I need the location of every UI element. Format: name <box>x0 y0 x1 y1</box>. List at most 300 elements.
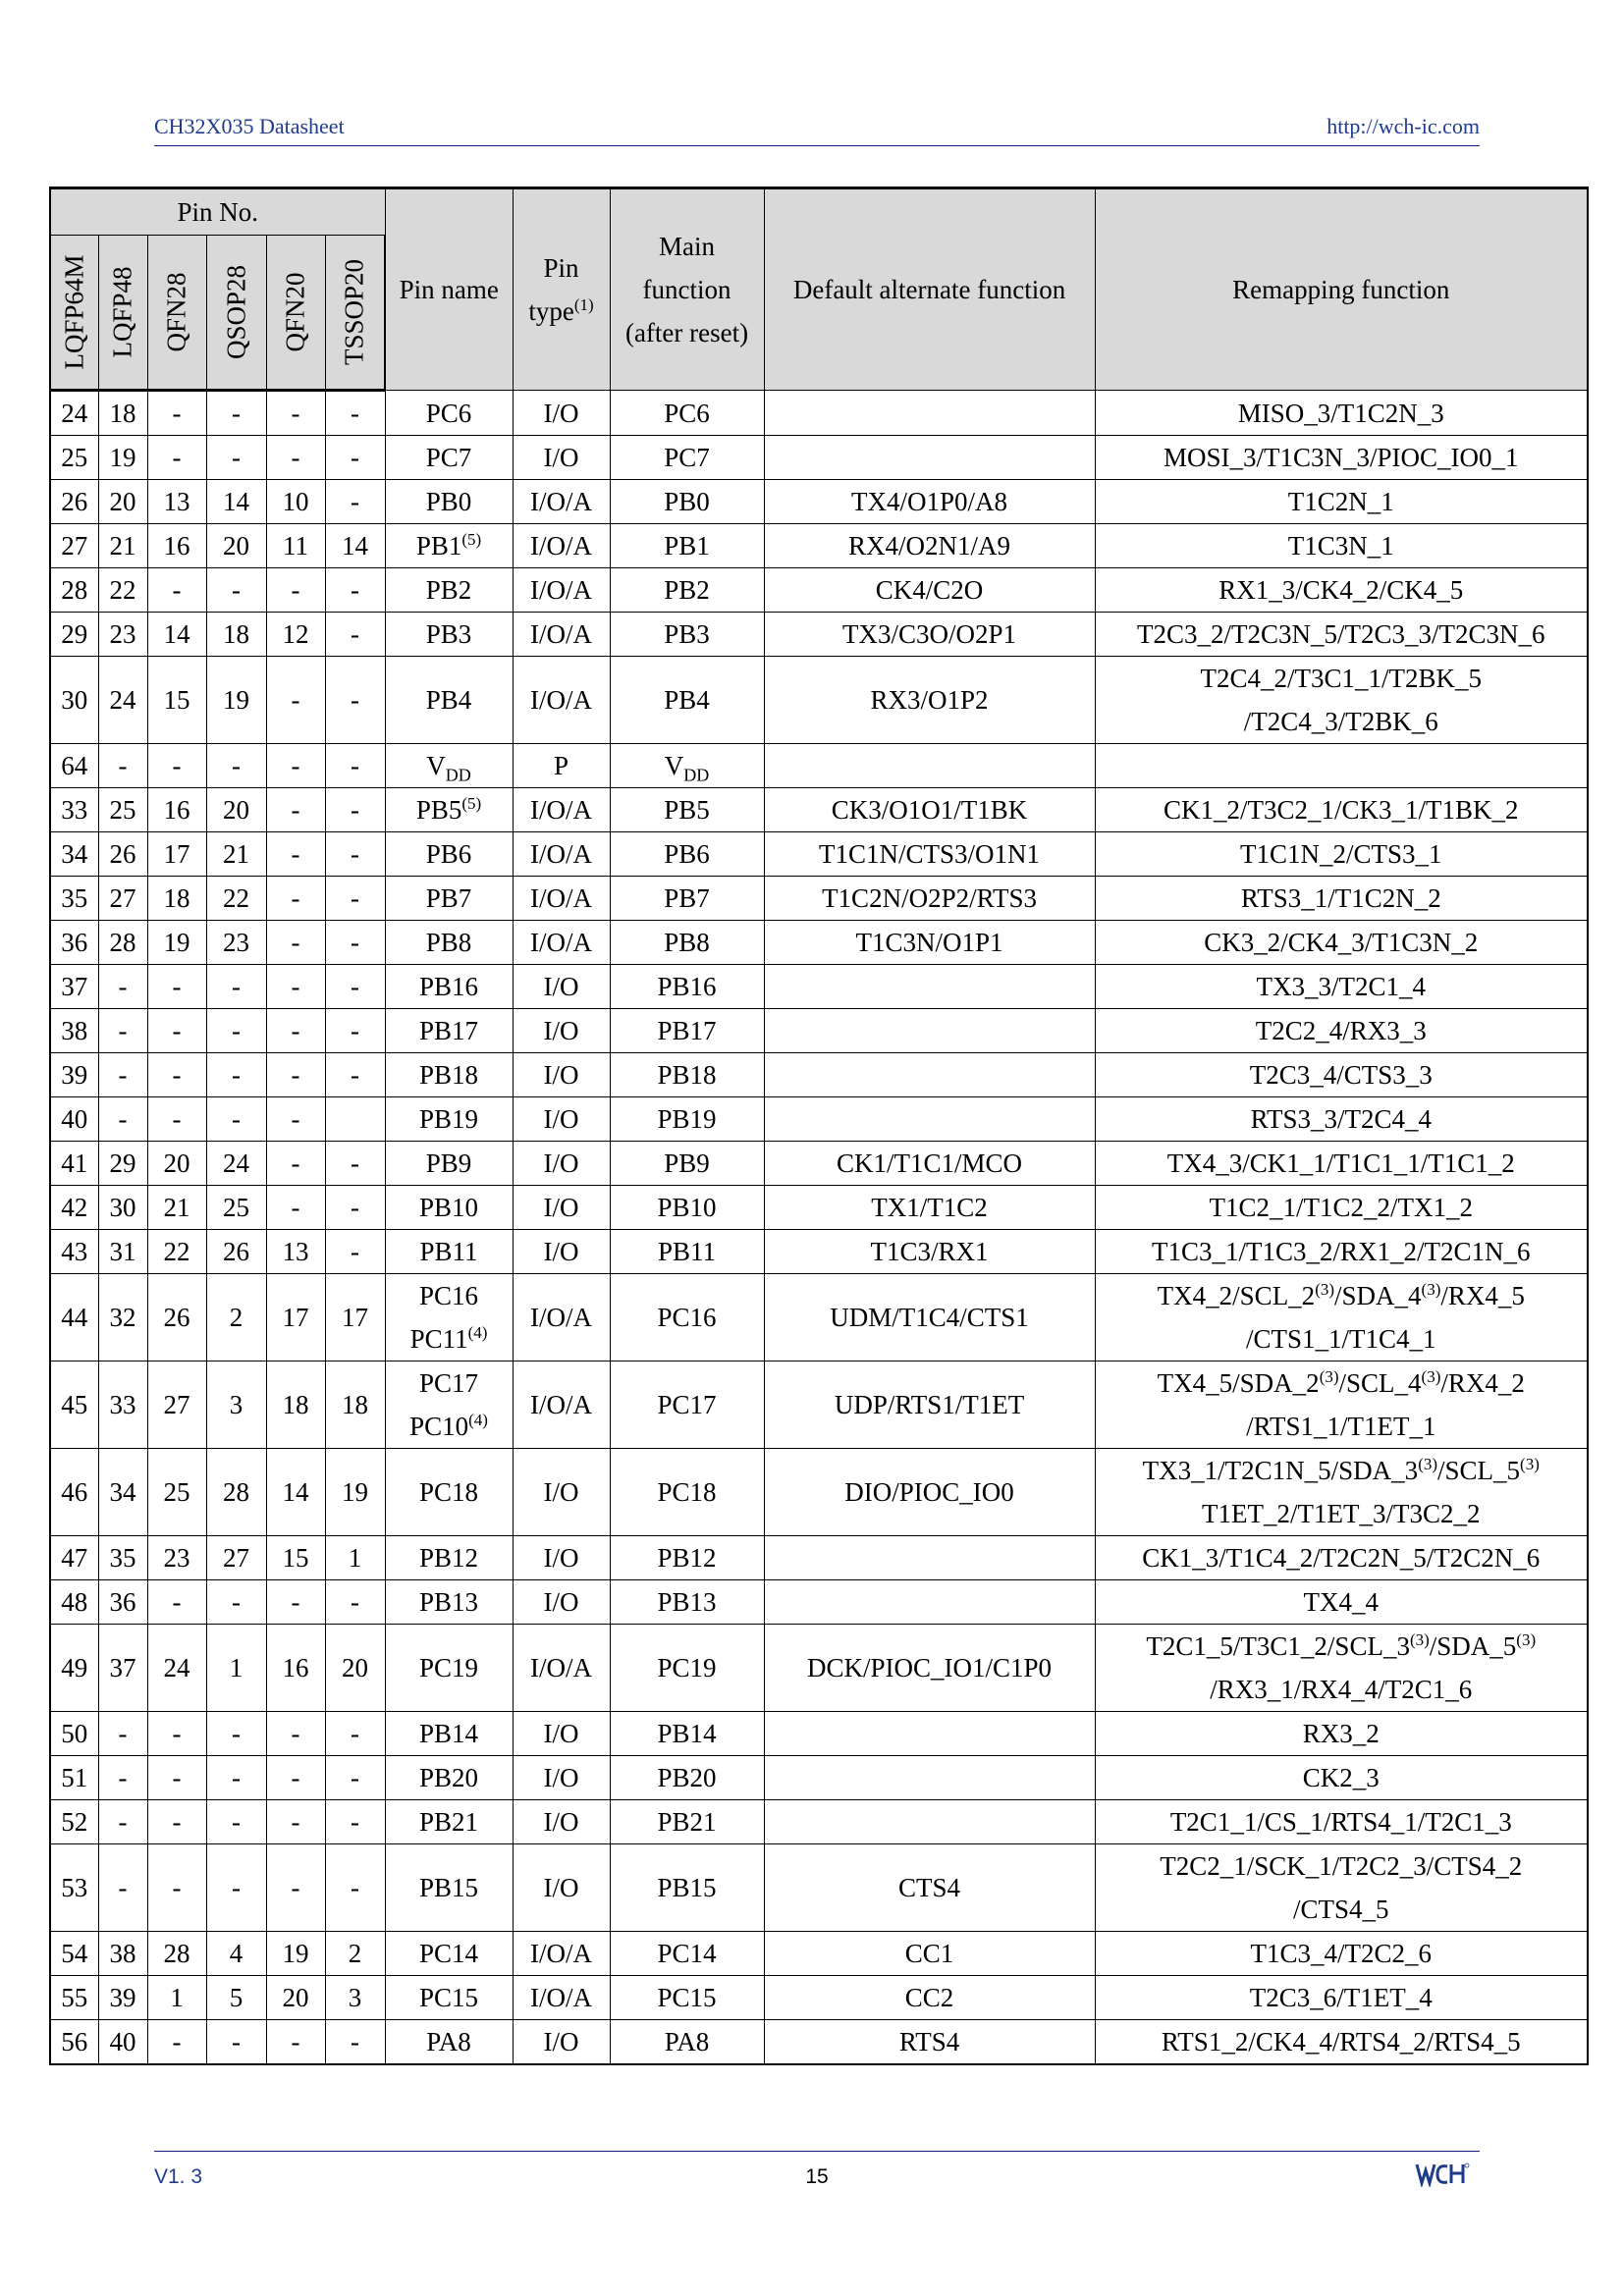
pin-type-cell: I/O <box>513 1536 610 1580</box>
pin-number-qsop28: - <box>206 744 266 788</box>
remapping-function-cell: T1C3_1/T1C3_2/RX1_2/T2C1N_6 <box>1095 1230 1588 1274</box>
pin-number-lqfp64m: 54 <box>50 1932 98 1976</box>
main-function-cell: PB18 <box>610 1053 764 1097</box>
pin-name-header: Pin name <box>385 188 513 391</box>
remapping-function-cell: TX3_1/T2C1N_5/SDA_3$^{(3)}$/SCL_5$^{(3)}$ T1ET_2/T1ET_3/T3C2_2 <box>1095 1449 1588 1536</box>
pin-number-qfn28: 24 <box>147 1625 206 1712</box>
pin-number-lqfp64m: 64 <box>50 744 98 788</box>
pin-number-qsop28: - <box>206 391 266 436</box>
pin-number-lqfp64m: 47 <box>50 1536 98 1580</box>
pin-number-lqfp48: 33 <box>98 1362 147 1449</box>
main-function-cell: PC14 <box>610 1932 764 1976</box>
pin-number-qfn28: - <box>147 1053 206 1097</box>
document-version: V1. 3 <box>154 2165 203 2188</box>
default-alternate-function-cell: TX3/C3O/O2P1 <box>764 613 1095 657</box>
pin-number-qsop28: 21 <box>206 832 266 877</box>
pin-type-cell: I/O/A <box>513 524 610 568</box>
pin-type-cell: I/O <box>513 1800 610 1844</box>
pin-number-lqfp48: - <box>98 1053 147 1097</box>
pin-number-lqfp64m: 24 <box>50 391 98 436</box>
pin-number-lqfp64m: 37 <box>50 965 98 1009</box>
remapping-function-cell: TX4_4 <box>1095 1580 1588 1625</box>
pin-type-cell: I/O <box>513 1756 610 1800</box>
pin-number-qfn28: 28 <box>147 1932 206 1976</box>
remapping-function-cell <box>1095 744 1588 788</box>
pin-number-qsop28: 27 <box>206 1536 266 1580</box>
package-header-lqfp64m: LQFP64M <box>50 236 98 391</box>
pin-number-qsop28: 20 <box>206 788 266 832</box>
pin-number-lqfp48: - <box>98 744 147 788</box>
remapping-function-cell: MISO_3/T1C2N_3 <box>1095 391 1588 436</box>
website-link[interactable]: http://wch-ic.com <box>1326 114 1480 138</box>
remapping-function-cell: TX4_5/SDA_2$^{(3)}$/SCL_4$^{(3)}$/RX4_2 /RTS1_1/T1ET_1 <box>1095 1362 1588 1449</box>
main-function-cell: PC7 <box>610 436 764 480</box>
pin-number-qfn28: 1 <box>147 1976 206 2020</box>
pin-type-cell: I/O/A <box>513 657 610 744</box>
table-row <box>50 568 1588 613</box>
pin-number-qfn20: - <box>266 1009 325 1053</box>
pin-number-lqfp48: 34 <box>98 1449 147 1536</box>
pin-type-header: Pin type$^{(1)}$ <box>513 188 610 391</box>
pin-number-qsop28: 24 <box>206 1142 266 1186</box>
remapping-function-cell: CK2_3 <box>1095 1756 1588 1800</box>
pin-number-tssop20: - <box>325 1142 385 1186</box>
pin-number-tssop20: - <box>325 436 385 480</box>
main-function-cell: PB9 <box>610 1142 764 1186</box>
pin-type-cell: I/O <box>513 2020 610 2065</box>
pin-number-tssop20: - <box>325 2020 385 2065</box>
pin-number-lqfp48: 23 <box>98 613 147 657</box>
pin-number-tssop20: - <box>325 1756 385 1800</box>
pin-number-qfn20: - <box>266 1097 325 1142</box>
pin-number-tssop20: - <box>325 480 385 524</box>
pin-name-cell: PB19 <box>385 1097 513 1142</box>
pin-type-cell: I/O <box>513 1053 610 1097</box>
pin-number-lqfp48: 32 <box>98 1274 147 1362</box>
default-alternate-function-cell <box>764 744 1095 788</box>
pin-number-tssop20: - <box>325 1186 385 1230</box>
table-row <box>50 1053 1588 1097</box>
main-function-cell: PB19 <box>610 1097 764 1142</box>
default-alternate-function-cell: RX4/O2N1/A9 <box>764 524 1095 568</box>
pin-number-tssop20: - <box>325 657 385 744</box>
pin-number-lqfp48: - <box>98 1756 147 1800</box>
default-alternate-function-cell: CK1/T1C1/MCO <box>764 1142 1095 1186</box>
pin-number-qsop28: - <box>206 1712 266 1756</box>
pin-name-cell: PB1$^{(5)}$ <box>385 524 513 568</box>
pin-number-qsop28: - <box>206 568 266 613</box>
remapping-function-cell: TX4_2/SCL_2$^{(3)}$/SDA_4$^{(3)}$/RX4_5 /CTS1_1/T1C4_1 <box>1095 1274 1588 1362</box>
pin-type-cell: I/O/A <box>513 832 610 877</box>
pin-number-lqfp48: 35 <box>98 1536 147 1580</box>
package-header-qfn28: QFN28 <box>147 236 206 391</box>
pin-number-lqfp48: - <box>98 965 147 1009</box>
pin-name-cell: PB3 <box>385 613 513 657</box>
main-function-cell: PC19 <box>610 1625 764 1712</box>
pin-number-qsop28: 23 <box>206 921 266 965</box>
pin-name-cell: PC7 <box>385 436 513 480</box>
pin-number-qsop28: 14 <box>206 480 266 524</box>
pin-number-tssop20: - <box>325 568 385 613</box>
pin-number-qsop28: 3 <box>206 1362 266 1449</box>
pin-number-qsop28: - <box>206 1844 266 1932</box>
default-alternate-function-cell: T1C2N/O2P2/RTS3 <box>764 877 1095 921</box>
pin-number-lqfp64m: 45 <box>50 1362 98 1449</box>
pin-number-lqfp48: 30 <box>98 1186 147 1230</box>
pin-number-qsop28: - <box>206 1097 266 1142</box>
pin-number-lqfp64m: 27 <box>50 524 98 568</box>
remapping-function-cell: T1C1N_2/CTS3_1 <box>1095 832 1588 877</box>
main-function-cell: PB7 <box>610 877 764 921</box>
pin-number-qfn28: 21 <box>147 1186 206 1230</box>
main-function-cell: PB21 <box>610 1800 764 1844</box>
pin-number-tssop20: - <box>325 877 385 921</box>
pin-number-qfn20: - <box>266 657 325 744</box>
pin-number-qfn28: - <box>147 1009 206 1053</box>
pin-type-cell: I/O <box>513 391 610 436</box>
remapping-function-cell: T2C2_4/RX3_3 <box>1095 1009 1588 1053</box>
main-function-header: Main function (after reset) <box>610 188 764 391</box>
default-alternate-function-cell: TX4/O1P0/A8 <box>764 480 1095 524</box>
pin-number-tssop20: 18 <box>325 1362 385 1449</box>
pin-number-tssop20: - <box>325 613 385 657</box>
remapping-function-cell: CK1_2/T3C2_1/CK3_1/T1BK_2 <box>1095 788 1588 832</box>
remapping-function-cell: T1C2N_1 <box>1095 480 1588 524</box>
pin-name-cell: PB0 <box>385 480 513 524</box>
pin-name-cell: PB21 <box>385 1800 513 1844</box>
main-function-cell: PB10 <box>610 1186 764 1230</box>
table-row <box>50 1449 1588 1536</box>
pin-name-cell: PB7 <box>385 877 513 921</box>
pin-name-cell: PB4 <box>385 657 513 744</box>
default-alternate-function-cell: DCK/PIOC_IO1/C1P0 <box>764 1625 1095 1712</box>
pin-no-group-header: Pin No. <box>50 188 385 236</box>
pin-number-qsop28: - <box>206 1580 266 1625</box>
pin-name-cell: $V_{DD}$ <box>385 744 513 788</box>
pin-number-qfn28: 16 <box>147 524 206 568</box>
pin-number-qfn28: - <box>147 2020 206 2065</box>
pin-type-cell: I/O <box>513 1230 610 1274</box>
pin-number-qfn28: - <box>147 1580 206 1625</box>
pin-number-qfn28: - <box>147 1712 206 1756</box>
default-alternate-function-cell: CK3/O1O1/T1BK <box>764 788 1095 832</box>
pin-number-lqfp48: 26 <box>98 832 147 877</box>
pin-number-tssop20: 20 <box>325 1625 385 1712</box>
remapping-function-cell: CK1_3/T1C4_2/T2C2N_5/T2C2N_6 <box>1095 1536 1588 1580</box>
pin-number-tssop20: 2 <box>325 1932 385 1976</box>
pin-number-qsop28: 19 <box>206 657 266 744</box>
remapping-function-cell: T1C3_4/T2C2_6 <box>1095 1932 1588 1976</box>
default-alternate-function-cell: T1C1N/CTS3/O1N1 <box>764 832 1095 877</box>
remapping-function-cell: RTS3_1/T1C2N_2 <box>1095 877 1588 921</box>
pin-type-cell: I/O <box>513 1580 610 1625</box>
pin-name-cell: PB14 <box>385 1712 513 1756</box>
pin-number-lqfp64m: 33 <box>50 788 98 832</box>
default-alternate-function-header: Default alternate function <box>764 188 1095 391</box>
default-alternate-function-cell: UDP/RTS1/T1ET <box>764 1362 1095 1449</box>
pin-type-cell: I/O/A <box>513 1274 610 1362</box>
table-row <box>50 788 1588 832</box>
pin-number-qfn28: 25 <box>147 1449 206 1536</box>
pin-number-tssop20: 1 <box>325 1536 385 1580</box>
pin-number-lqfp48: 29 <box>98 1142 147 1186</box>
pin-type-cell: I/O/A <box>513 613 610 657</box>
pin-name-cell: PB6 <box>385 832 513 877</box>
default-alternate-function-cell <box>764 1053 1095 1097</box>
remapping-function-cell: CK3_2/CK4_3/T1C3N_2 <box>1095 921 1588 965</box>
pin-name-cell: PC16 PC11$^{(4)}$ <box>385 1274 513 1362</box>
pin-type-cell: I/O/A <box>513 921 610 965</box>
pin-type-cell: I/O <box>513 1186 610 1230</box>
pin-number-qfn20: - <box>266 436 325 480</box>
table-row <box>50 1580 1588 1625</box>
pin-number-lqfp64m: 42 <box>50 1186 98 1230</box>
main-function-cell: PC6 <box>610 391 764 436</box>
pin-number-lqfp64m: 34 <box>50 832 98 877</box>
table-row <box>50 1625 1588 1712</box>
pin-number-qsop28: 26 <box>206 1230 266 1274</box>
main-function-cell: PB1 <box>610 524 764 568</box>
pin-name-cell: PB16 <box>385 965 513 1009</box>
default-alternate-function-cell: T1C3/RX1 <box>764 1230 1095 1274</box>
pin-name-cell: PB2 <box>385 568 513 613</box>
pin-number-tssop20 <box>325 1097 385 1142</box>
page-footer <box>154 2151 1480 2191</box>
pin-number-qfn28: - <box>147 965 206 1009</box>
remapping-function-cell: RX3_2 <box>1095 1712 1588 1756</box>
pin-number-qfn28: 20 <box>147 1142 206 1186</box>
main-function-cell: PB11 <box>610 1230 764 1274</box>
remapping-function-cell: MOSI_3/T1C3N_3/PIOC_IO0_1 <box>1095 436 1588 480</box>
pin-number-lqfp48: 18 <box>98 391 147 436</box>
main-function-cell: PB5 <box>610 788 764 832</box>
default-alternate-function-cell <box>764 965 1095 1009</box>
pin-type-cell: I/O/A <box>513 1625 610 1712</box>
pin-number-qfn28: 13 <box>147 480 206 524</box>
remapping-function-cell: RTS1_2/CK4_4/RTS4_2/RTS4_5 <box>1095 2020 1588 2065</box>
remapping-function-cell: T2C3_4/CTS3_3 <box>1095 1053 1588 1097</box>
pin-number-qfn20: - <box>266 1712 325 1756</box>
pin-name-cell: PB9 <box>385 1142 513 1186</box>
pin-number-tssop20: - <box>325 1230 385 1274</box>
pin-number-lqfp48: 38 <box>98 1932 147 1976</box>
pin-type-cell: I/O/A <box>513 1976 610 2020</box>
remapping-function-cell: T2C2_1/SCK_1/T2C2_3/CTS4_2 /CTS4_5 <box>1095 1844 1588 1932</box>
pin-number-qsop28: - <box>206 965 266 1009</box>
pin-number-qfn28: - <box>147 1756 206 1800</box>
pin-type-cell: I/O <box>513 436 610 480</box>
main-function-cell: PC18 <box>610 1449 764 1536</box>
table-row <box>50 1186 1588 1230</box>
pin-number-qfn20: - <box>266 1053 325 1097</box>
default-alternate-function-cell <box>764 1800 1095 1844</box>
pin-type-cell: I/O/A <box>513 1932 610 1976</box>
table-row <box>50 744 1588 788</box>
pin-type-cell: I/O <box>513 1142 610 1186</box>
pin-number-lqfp48: 25 <box>98 788 147 832</box>
table-row <box>50 1274 1588 1362</box>
pin-number-qsop28: 18 <box>206 613 266 657</box>
table-row <box>50 524 1588 568</box>
pin-number-qfn20: 11 <box>266 524 325 568</box>
pin-name-cell: PC18 <box>385 1449 513 1536</box>
pin-number-lqfp64m: 26 <box>50 480 98 524</box>
pin-number-qfn20: - <box>266 391 325 436</box>
pin-number-qfn28: 27 <box>147 1362 206 1449</box>
pin-number-tssop20: 3 <box>325 1976 385 2020</box>
pin-name-cell: PB10 <box>385 1186 513 1230</box>
main-function-cell: PB17 <box>610 1009 764 1053</box>
pin-number-qfn28: - <box>147 1844 206 1932</box>
pin-table-body <box>50 391 1588 2065</box>
page-header <box>154 114 1480 146</box>
pin-number-qsop28: 28 <box>206 1449 266 1536</box>
default-alternate-function-cell: CC2 <box>764 1976 1095 2020</box>
pin-name-cell: PC15 <box>385 1976 513 2020</box>
table-row <box>50 480 1588 524</box>
pin-number-qfn20: 15 <box>266 1536 325 1580</box>
pin-name-cell: PB11 <box>385 1230 513 1274</box>
pin-type-cell: I/O <box>513 965 610 1009</box>
pin-number-qsop28: 5 <box>206 1976 266 2020</box>
wch-logo-mark <box>1415 2162 1470 2187</box>
pin-number-lqfp64m: 38 <box>50 1009 98 1053</box>
pin-number-qfn28: 17 <box>147 832 206 877</box>
pin-number-lqfp48: 37 <box>98 1625 147 1712</box>
main-function-cell: PB6 <box>610 832 764 877</box>
pin-number-lqfp48: 21 <box>98 524 147 568</box>
table-row <box>50 832 1588 877</box>
pin-number-lqfp48: 24 <box>98 657 147 744</box>
default-alternate-function-cell <box>764 436 1095 480</box>
main-function-cell: PB4 <box>610 657 764 744</box>
main-function-cell: PB3 <box>610 613 764 657</box>
pin-number-qfn28: - <box>147 744 206 788</box>
pin-number-qfn20: 20 <box>266 1976 325 2020</box>
table-row <box>50 613 1588 657</box>
main-function-cell: PC17 <box>610 1362 764 1449</box>
pin-number-qsop28: - <box>206 1800 266 1844</box>
pin-number-lqfp64m: 36 <box>50 921 98 965</box>
pin-number-lqfp64m: 44 <box>50 1274 98 1362</box>
pin-number-tssop20: - <box>325 391 385 436</box>
remapping-function-header: Remapping function <box>1095 188 1588 391</box>
pin-number-qsop28: 1 <box>206 1625 266 1712</box>
pin-number-lqfp48: 31 <box>98 1230 147 1274</box>
pin-number-qfn20: 12 <box>266 613 325 657</box>
pin-number-lqfp64m: 30 <box>50 657 98 744</box>
pin-number-qsop28: 2 <box>206 1274 266 1362</box>
default-alternate-function-cell <box>764 1756 1095 1800</box>
package-header-qfn20: QFN20 <box>266 236 325 391</box>
main-function-cell: PA8 <box>610 2020 764 2065</box>
remapping-function-cell: T1C2_1/T1C2_2/TX1_2 <box>1095 1186 1588 1230</box>
pin-name-cell: PA8 <box>385 2020 513 2065</box>
pin-number-qfn28: 18 <box>147 877 206 921</box>
pin-number-lqfp48: 28 <box>98 921 147 965</box>
table-row <box>50 1976 1588 2020</box>
default-alternate-function-cell: RTS4 <box>764 2020 1095 2065</box>
table-row <box>50 1142 1588 1186</box>
table-row <box>50 921 1588 965</box>
default-alternate-function-cell: RX3/O1P2 <box>764 657 1095 744</box>
main-function-cell: PB2 <box>610 568 764 613</box>
pin-number-lqfp64m: 55 <box>50 1976 98 2020</box>
pin-number-qfn28: - <box>147 568 206 613</box>
table-row <box>50 1230 1588 1274</box>
pin-number-qsop28: - <box>206 1009 266 1053</box>
pin-number-qsop28: 20 <box>206 524 266 568</box>
default-alternate-function-cell <box>764 1097 1095 1142</box>
pin-number-tssop20: - <box>325 1580 385 1625</box>
pin-number-qfn28: - <box>147 1800 206 1844</box>
main-function-cell: PB20 <box>610 1756 764 1800</box>
package-header-lqfp48: LQFP48 <box>98 236 147 391</box>
pin-number-tssop20: - <box>325 1053 385 1097</box>
pin-number-lqfp64m: 56 <box>50 2020 98 2065</box>
pin-number-lqfp64m: 46 <box>50 1449 98 1536</box>
main-function-cell: PB12 <box>610 1536 764 1580</box>
pin-name-cell: PC17 PC10$^{(4)}$ <box>385 1362 513 1449</box>
pin-type-cell: I/O/A <box>513 788 610 832</box>
table-row <box>50 436 1588 480</box>
pin-number-qfn20: - <box>266 832 325 877</box>
pin-number-lqfp48: 22 <box>98 568 147 613</box>
remapping-function-cell: T1C3N_1 <box>1095 524 1588 568</box>
pin-number-qfn28: 26 <box>147 1274 206 1362</box>
pin-number-qsop28: 4 <box>206 1932 266 1976</box>
pin-name-cell: PB12 <box>385 1536 513 1580</box>
main-function-cell: $V_{DD}$ <box>610 744 764 788</box>
table-row <box>50 1800 1588 1844</box>
main-function-cell: PB13 <box>610 1580 764 1625</box>
main-function-cell: PB8 <box>610 921 764 965</box>
pin-number-qsop28: - <box>206 1053 266 1097</box>
pin-number-lqfp64m: 25 <box>50 436 98 480</box>
table-row <box>50 965 1588 1009</box>
pin-number-qsop28: - <box>206 436 266 480</box>
remapping-function-cell: RTS3_3/T2C4_4 <box>1095 1097 1588 1142</box>
package-header-qsop28: QSOP28 <box>206 236 266 391</box>
pin-number-qsop28: 22 <box>206 877 266 921</box>
pin-number-tssop20: - <box>325 1009 385 1053</box>
pin-name-cell: PC19 <box>385 1625 513 1712</box>
pin-number-lqfp64m: 53 <box>50 1844 98 1932</box>
main-function-cell: PB15 <box>610 1844 764 1932</box>
pin-number-tssop20: - <box>325 1712 385 1756</box>
pin-number-qfn28: 14 <box>147 613 206 657</box>
pin-number-lqfp48: 40 <box>98 2020 147 2065</box>
pin-number-tssop20: - <box>325 965 385 1009</box>
pin-number-lqfp64m: 49 <box>50 1625 98 1712</box>
document-title: CH32X035 Datasheet <box>154 114 345 138</box>
pin-number-lqfp48: - <box>98 1009 147 1053</box>
pin-name-cell: PC14 <box>385 1932 513 1976</box>
pin-number-lqfp64m: 43 <box>50 1230 98 1274</box>
pin-number-lqfp48: 39 <box>98 1976 147 2020</box>
main-function-cell: PC16 <box>610 1274 764 1362</box>
pin-type-cell: I/O <box>513 1844 610 1932</box>
pin-number-lqfp48: - <box>98 1712 147 1756</box>
pin-number-qfn20: - <box>266 1186 325 1230</box>
pin-number-lqfp64m: 40 <box>50 1097 98 1142</box>
pin-number-tssop20: - <box>325 832 385 877</box>
pin-number-lqfp48: - <box>98 1844 147 1932</box>
default-alternate-function-cell <box>764 1580 1095 1625</box>
table-row <box>50 1844 1588 1932</box>
pin-number-qfn28: - <box>147 1097 206 1142</box>
remapping-function-cell: RX1_3/CK4_2/CK4_5 <box>1095 568 1588 613</box>
